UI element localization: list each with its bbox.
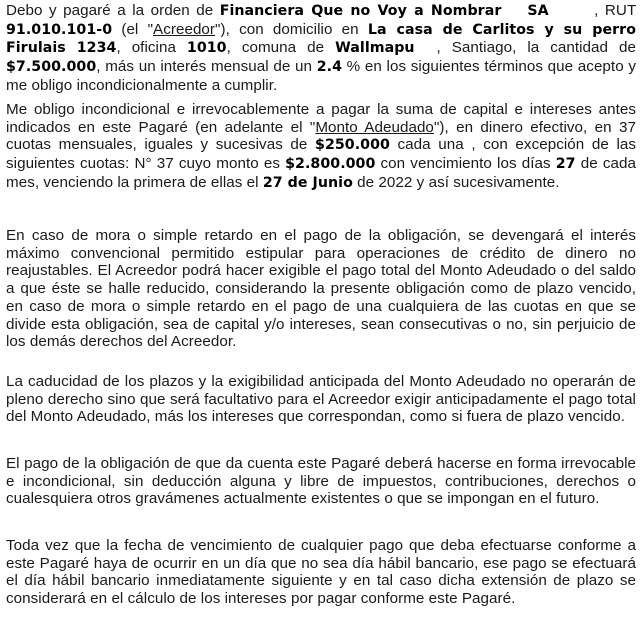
acreedor-term: Acreedor	[153, 20, 216, 38]
text: de 2022 y así sucesivamente.	[352, 173, 560, 191]
paragraph-business-day: Toda vez que la fecha de vencimiento de cualquier pago que deba efectuarse conforme a este Pagaré haya de ocurrir en un día que no sea día hábil bancario, ese pago se efectuará el día hábil bancario inmediatamente siguiente y en tal caso dicha extensión de plazo se considerará en el cálculo de los intereses por pagar conforme este Pagaré.	[6, 537, 636, 608]
paragraph-payment-form: El pago de la obligación de que da cuenta este Pagaré deberá hacerse en forma irrevocable e incondicional, sin deducción alguna y libre de impuestos, contribuciones, derechos o cualesquiera otros gravámenes actualmente existentes o que se impongan en el futuro.	[6, 455, 636, 508]
commune-name: Wallmapu	[335, 40, 415, 57]
paragraph-default-interest: En caso de mora o simple retardo en el pago de la obligación, se devengará el interés máximo convencional permitido estipular para operaciones de crédito de dinero no reajustables. El Acreedor podrá hacer exigible el pago total del Monto Adeudado o del saldo a que éste se halle reducido, considerando la presente obligación como de plazo vencido, en caso de mora o simple retardo en el pago de una cualquiera de las cuotas en que se divide esta obligación, sea de capital y/o intereses, sean consecutivas o no, sin perjuicio de los demás derechos del Acreedor.	[6, 227, 636, 351]
monto-adeudado-term: Monto Adeudado	[315, 118, 434, 136]
creditor-rut: 91.010.101-0	[6, 21, 113, 38]
last-installment-amount: $2.800.000	[285, 156, 376, 173]
creditor-address: La casa de Carlitos y su perro Firulais	[6, 21, 637, 57]
paragraph-acceleration: La caducidad de los plazos y la exigibilidad anticipada del Monto Adeudado no operarán de pleno derecho sino que será facultativo para el Acreedor exigir anticipadamente el pago total del Monto Adeudado, más los intereses que correspondan, como si fuera de plazo vencido.	[6, 373, 636, 426]
company-type: SA	[527, 3, 549, 19]
text: "), con domicilio en	[215, 20, 368, 38]
installment-amount: $250.000	[315, 137, 390, 154]
paragraph-debtor-terms	[6, 2, 636, 95]
creditor-name: Financiera Que no Voy a Nombrar	[219, 3, 502, 19]
text: Debo y pagaré a la orden de	[6, 2, 220, 19]
text: , RUT	[594, 2, 636, 19]
address-number: 1234	[76, 40, 117, 57]
text: (el "	[112, 20, 154, 38]
principal-amount: $7.500.000	[6, 59, 97, 76]
first-due-date: 27 de Junio	[262, 174, 353, 191]
text: , comuna de	[226, 39, 336, 57]
text: cada una , con excepción de las siguientes cuotas: N° 37 cuyo monto es	[6, 136, 637, 173]
text: con vencimiento los días	[375, 155, 556, 173]
text: de cada mes, venciendo la primera de ellas el	[6, 155, 636, 191]
office-number: 1010	[186, 40, 227, 57]
text: "), en dinero efectivo, en 37 cuotas mensuales, iguales y sucesivas de	[6, 118, 636, 154]
text: , oficina	[116, 39, 187, 57]
interest-rate: 2.4	[316, 59, 343, 76]
paragraph-payment-obligation	[6, 101, 636, 193]
text: Me obligo incondicional e irrevocablemente a pagar la suma de capital e intereses antes indicados en este Pagaré (en adelante el "	[6, 101, 636, 136]
text: , más un interés mensual de un	[96, 58, 317, 76]
due-day: 27	[555, 156, 576, 173]
text: % en los siguientes términos que acepto y me obligo incondicionalmente a cumplir.	[6, 58, 637, 94]
text: , Santiago, la cantidad de	[436, 39, 636, 57]
